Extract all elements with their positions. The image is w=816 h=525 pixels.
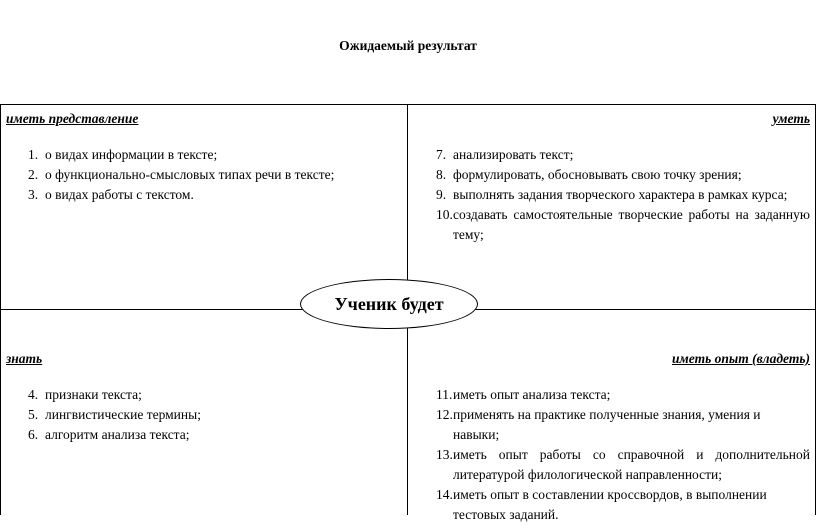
list-item: 3. о видах работы с текстом. xyxy=(28,187,194,202)
heading-experience: иметь опыт (владеть) xyxy=(672,351,810,366)
list-item: 9. выполнять задания творческого характера в рамках курса; xyxy=(436,187,788,202)
list-item: 13. иметь опыт работы со справочной и дополнительной литературой филологической направленности; xyxy=(436,447,810,482)
list-item: 1. о видах информации в тексте; xyxy=(28,147,218,162)
heading-be-able: уметь xyxy=(772,111,810,126)
list-experience xyxy=(436,385,810,525)
list-item: 8. формулировать, обосновывать свою точку зрения; xyxy=(436,167,742,182)
list-item: 10. создавать самостоятельные творческие работы на заданную тему; xyxy=(436,207,810,242)
list-item: 7. анализировать текст; xyxy=(436,147,574,162)
list-item: 14. иметь опыт в составлении кроссвордов, в выполнении тестовых заданий. xyxy=(436,487,767,522)
list-item: 11. иметь опыт анализа текста; xyxy=(436,387,611,402)
center-ellipse xyxy=(300,279,478,329)
list-item: 4. признаки текста; xyxy=(28,387,142,402)
top-border xyxy=(0,104,816,105)
page-title: Ожидаемый результат xyxy=(339,38,477,53)
list-item: 2. о функционально-смысловых типах речи в тексте; xyxy=(28,167,335,182)
left-border xyxy=(0,104,1,515)
list-know xyxy=(28,385,398,445)
list-be-able xyxy=(436,145,810,245)
heading-know: знать xyxy=(6,351,43,366)
list-item: 5. лингвистические термины; xyxy=(28,407,201,422)
list-imagine xyxy=(28,145,398,205)
center-label: Ученик будет xyxy=(334,293,444,314)
list-item: 6. алгоритм анализа текста; xyxy=(28,427,190,442)
heading-imagine: иметь представление xyxy=(6,111,139,126)
list-item: 12. применять на практике полученные знания, умения и навыки; xyxy=(436,407,761,442)
